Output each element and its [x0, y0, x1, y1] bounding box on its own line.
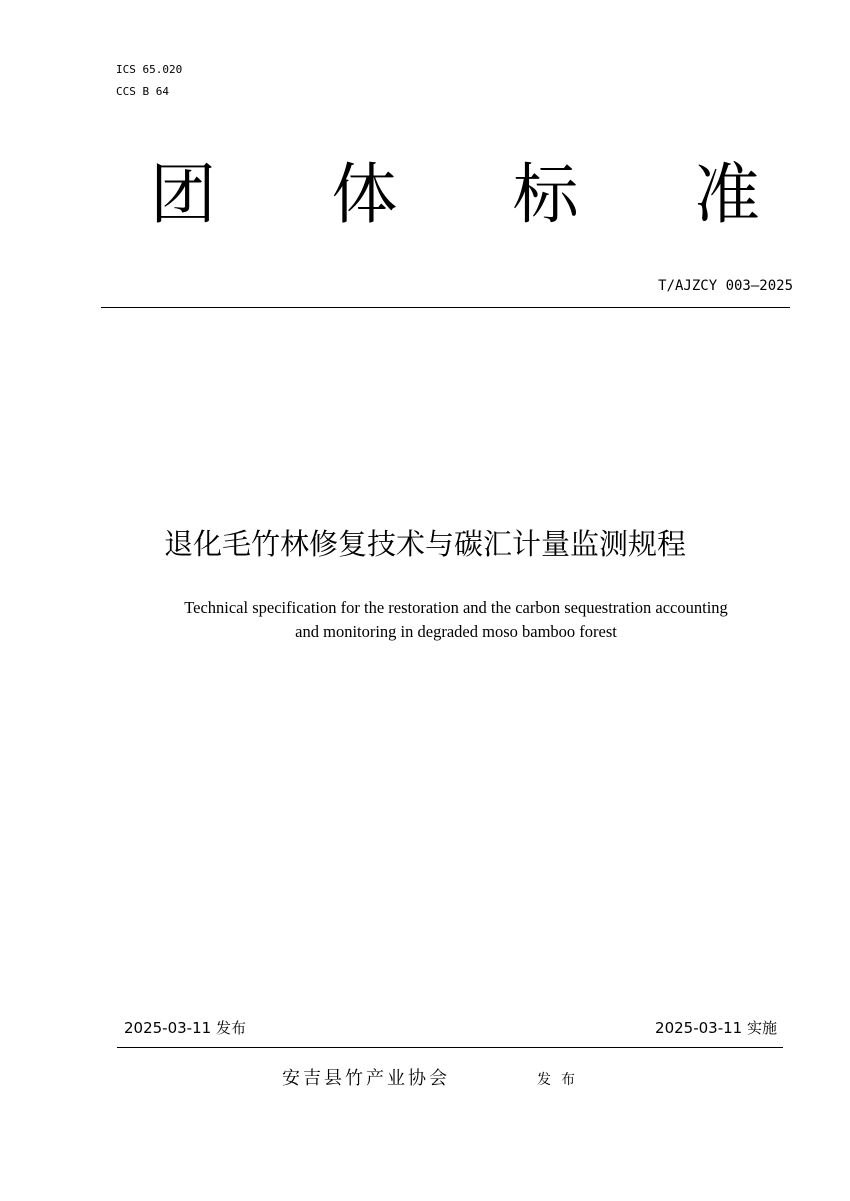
- english-title: [100, 596, 812, 644]
- english-title-line-2: and monitoring in degraded moso bamboo forest: [295, 622, 617, 641]
- title-char-4: 准: [693, 156, 760, 233]
- publisher-name: 安吉县竹产业协会: [282, 1068, 450, 1089]
- implement-date: 2025-03-11 实施: [655, 1019, 777, 1037]
- title-char-2: 体: [331, 156, 398, 233]
- document-type-title: [150, 155, 760, 235]
- publish-label: 发布: [537, 1072, 585, 1088]
- ics-code: ICS 65.020: [116, 63, 183, 76]
- title-char-3: 标: [512, 156, 579, 233]
- ccs-code: CCS B 64: [116, 85, 169, 98]
- top-divider: [101, 307, 790, 308]
- publish-date: 2025-03-11 发布: [124, 1019, 246, 1037]
- standard-number: T/AJZCY 003—2025: [658, 278, 793, 294]
- title-char-1: 团: [150, 156, 216, 233]
- english-title-line-1: Technical specification for the restoration and the carbon sequestration accounting: [184, 598, 728, 617]
- bottom-divider: [117, 1047, 783, 1048]
- chinese-title: 退化毛竹林修复技术与碳汇计量监测规程: [163, 527, 686, 561]
